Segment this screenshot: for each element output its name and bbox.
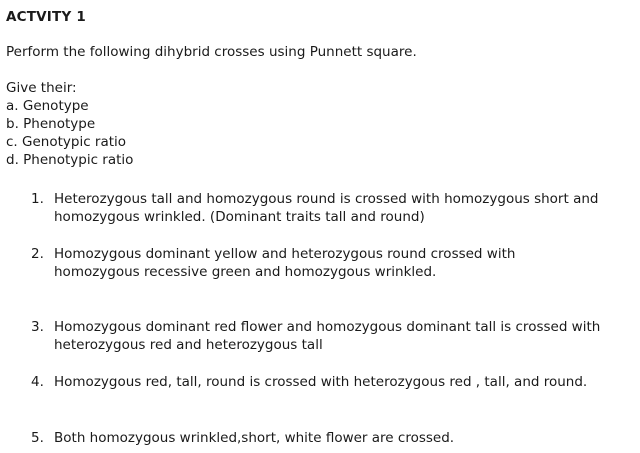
problem-item-3 xyxy=(31,318,637,354)
problem-number: 3. xyxy=(31,319,44,335)
problem-item-1 xyxy=(31,190,637,226)
problem-item-4 xyxy=(31,373,637,391)
instructions-text: Perform the following dihybrid crosses using Punnett square. xyxy=(6,44,417,60)
problem-text: Both homozygous wrinkled,short, white flower are crossed. xyxy=(54,430,455,446)
problem-text: Heterozygous tall and homozygous round is crossed with homozygous short and homozygous wrinkled. (Dominant traits tall and round) xyxy=(54,191,599,225)
requirements-list xyxy=(6,79,133,169)
problem-number: 4. xyxy=(31,374,44,390)
requirement-genotype: a. Genotype xyxy=(6,98,89,114)
problem-item-5 xyxy=(31,429,637,447)
requirement-phenotype: b. Phenotype xyxy=(6,116,96,132)
requirement-genotypic-ratio: c. Genotypic ratio xyxy=(6,134,127,150)
problem-text: Homozygous dominant yellow and heterozygous round crossed with homozygous recessive green and homozygous wrinkled. xyxy=(54,246,516,280)
problem-number: 1. xyxy=(31,191,44,207)
problem-text: Homozygous red, tall, round is crossed with heterozygous red , tall, and round. xyxy=(54,374,588,390)
problem-number: 5. xyxy=(31,430,44,446)
activity-title: ACTVITY 1 xyxy=(6,9,86,25)
requirements-heading: Give their: xyxy=(6,80,77,96)
problem-text: Homozygous dominant red flower and homozygous dominant tall is crossed with heterozygous red and heterozygous tall xyxy=(54,319,601,353)
requirement-phenotypic-ratio: d. Phenotypic ratio xyxy=(6,152,134,168)
problem-item-2 xyxy=(31,245,637,281)
problem-number: 2. xyxy=(31,246,44,262)
